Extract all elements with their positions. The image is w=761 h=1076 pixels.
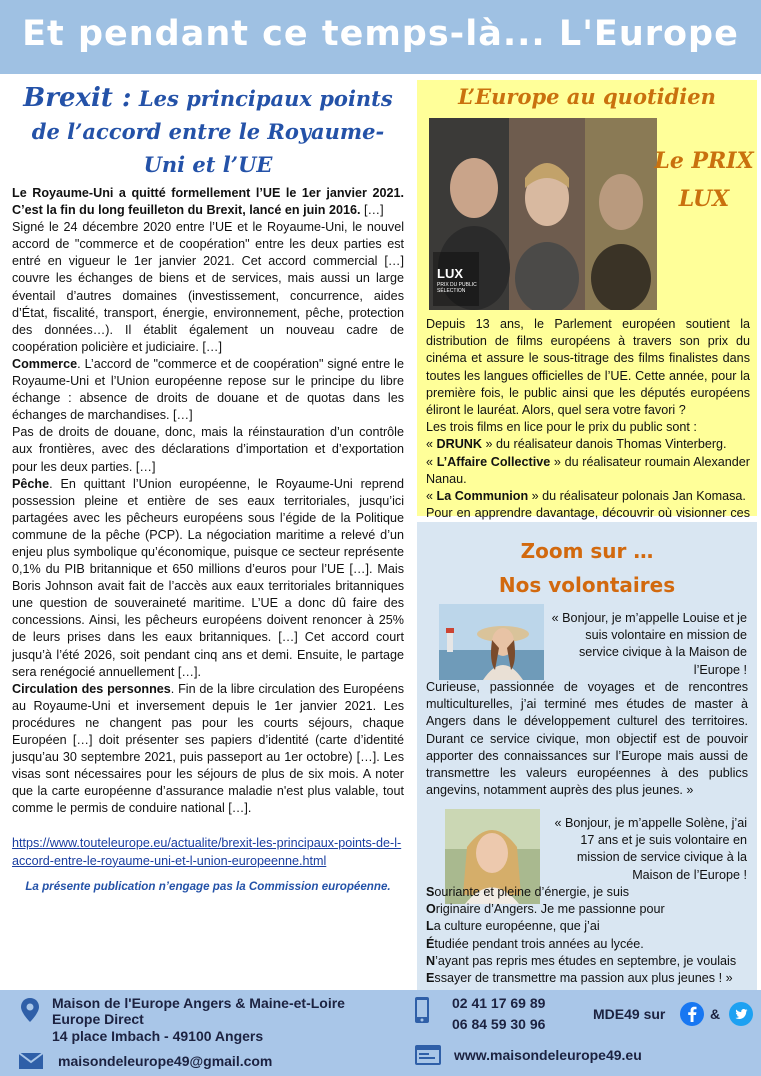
brexit-title-rest: Les principaux points de l’accord entre le Royaume-Uni et l’UE (31, 86, 393, 177)
acrostic-text: a culture européenne, que j’ai (433, 919, 600, 934)
lux-prize-image (429, 118, 657, 310)
org-subtitle: Europe Direct (52, 1011, 144, 1027)
acrostic-text: ’ayant pas repris mes études en septembre, je voulais (435, 953, 737, 968)
prix-line-1: Le PRIX (654, 148, 754, 174)
location-pin-icon (20, 997, 40, 1023)
p3-start: Pour en apprendre davantage, découvrir où visionner ces (426, 506, 750, 521)
acrostic-letter: S (426, 885, 435, 899)
brexit-circulation (12, 681, 404, 818)
footer (0, 990, 761, 1076)
louise-photo (439, 604, 544, 680)
zoom-title-line-2: Nos volontaires (498, 573, 676, 597)
louise-intro: « Bonjour, je m’appelle Louise et je suis volontaire en mission de service civique à la Maison de l’Europe ! (551, 611, 747, 677)
film-2-open: « (426, 454, 437, 469)
acrostic-line (426, 953, 752, 970)
acrostic-letter: É (426, 936, 435, 951)
lux-logo: LUX (437, 266, 463, 281)
film-3-rest: » du réalisateur polonais Jan Komasa. (528, 489, 746, 504)
louise-text: Curieuse, passionnée de voyages et de rencontres multiculturelles, j’ai terminé mes études de master à Angers dans le développement culturel des territoires. Durant ce service civique, mon objectif est de pouvoir apporter des connaissances sur l’Europe mais aussi de transmettre les valeurs européennes à des publics angevins, notamment auprès des plus jeunes. » (426, 680, 748, 798)
source-link[interactable]: https://www.touteleurope.eu/actualite/brexit-les-principaux-points-de-l-accord-entre-le-royaume-uni-et-l-union-europeenne.html (12, 836, 402, 868)
prix-line-2: LUX (678, 186, 730, 212)
zoom-title (417, 534, 757, 602)
film-2-rest: » du réalisateur roumain Alexander Nanau. (426, 454, 750, 486)
acrostic-line (426, 936, 752, 953)
brexit-title (12, 82, 404, 181)
film-1-open: « (426, 437, 437, 452)
prix-lux-heading (649, 142, 759, 218)
social-label: MDE49 sur (593, 1006, 666, 1022)
email-address[interactable]: maisondeleurope49@gmail.com (58, 1053, 273, 1069)
acrostic-letter: L (426, 919, 434, 934)
brexit-intro-tail: […] (360, 203, 384, 218)
phone-2[interactable]: 06 84 59 30 96 (452, 1016, 546, 1032)
acrostic-line (426, 970, 752, 987)
commerce-label: Commerce (12, 356, 78, 371)
org-name: Maison de l'Europe Angers & Maine-et-Loire (52, 995, 345, 1011)
brexit-peche (12, 476, 404, 681)
website-icon (414, 1044, 442, 1066)
acrostic-letter: O (426, 902, 436, 917)
ampersand: & (710, 1006, 721, 1022)
acrostic-text: ouriante et pleine d’énergie, je suis (434, 885, 630, 899)
mail-icon (18, 1052, 44, 1070)
peche-label: Pêche (12, 476, 50, 491)
solene-intro: « Bonjour, je m’appelle Solène, j’ai 17 ans et je suis volontaire en mission de service civique à la Maison de l’Europe ! (554, 816, 747, 882)
acrostic-line (426, 884, 752, 901)
europe-quotidien-box (417, 80, 757, 521)
facebook-icon[interactable] (679, 1001, 705, 1027)
twitter-icon[interactable] (728, 1001, 754, 1027)
film-2-title: L’Affaire Collective (436, 454, 551, 469)
acrostic-letter: E (426, 971, 435, 986)
zoom-title-line-1: Zoom sur … (520, 539, 654, 563)
header-banner (0, 0, 761, 74)
circulation-text: . Fin de la libre circulation des Européens au Royaume-Uni et inversement depuis le 1er janvier 2021. Les procédures ne changent pas pour les courts séjours, chaque Européen […] doit présenter ses papiers d’identité (carte d’identité jusqu’au 30 septembre 2021, puis passeport au 1er octobre) […]. Les visas sont nécessaires pour les séjours de plus de six mois. A noter que la carte européenne d’assurance maladie n'est plus valable, tout comme le permis de conduire national […]. (12, 681, 404, 816)
brexit-title-lead: Brexit : (23, 83, 132, 113)
brexit-paragraph-1: Signé le 24 décembre 2020 entre l’UE et le Royaume-Uni, le nouvel accord de "commerce et de coopération" entre les deux parties est entré en vigueur le 1er janvier 2021. Cet accord commercial […] couvre les échanges de biens et de services, mais aussi un large éventail d’autres domaines (investissement, concurrence, aides d’État, fiscalité, transport, énergie, environnement, pêche, protection des données…). Il établit également un nouveau cadre de coopération policière et judiciaire. […] (12, 220, 404, 354)
acrostic-text: tudiée pendant trois années au lycée. (434, 936, 644, 951)
film-3-title: La Communion (436, 489, 529, 504)
lux-caption: PRIX DU PUBLIC SÉLECTION (437, 282, 477, 294)
acrostic-text: ssayer de transmettre ma passion aux plus jeunes ! » (434, 971, 733, 986)
quotidien-title: L’Europe au quotidien (458, 84, 716, 109)
brexit-paragraph-2: Pas de droits de douane, donc, mais la réinstauration d’un contrôle aux frontières, avec des déclarations d’importation et d’exportation pour les deux parties. […] (12, 425, 404, 474)
peche-text: . En quittant l’Union européenne, le Royaume-Uni reprend possession pleine et entière de ses eaux territoriales, jusqu’ici partagées avec les pêcheurs européens sous l’égide de la Politique commune de la pêche (PCP). La négociation maritime a relevé d’un enjeu plus symbolique qu’économique, puisque ce secteur représente 0,1% du PIB britannique et 650 millions d’euros pour l’UE […]. Mais Boris Johnson avait fait de l’accès aux eaux territoriales britanniques une question de souveraineté maritime. L’UE a donc dû faire des concessions. Ainsi, les pêcheurs européens doivent renoncer à 25% de leurs prises dans les eaux britanniques. […] Cet accord court jusqu’à l’été 2026, soit pendant cinq ans et demi. Ensuite, le partage sera renégocié annuellement […]. (12, 476, 404, 679)
quotidien-paragraph-1: Depuis 13 ans, le Parlement européen soutient la distribution de films européens à travers son prix du cinéma et assure le sous-titrage des films finalistes dans toutes les langues officielles de l’UE. Cette année, pour la première fois, le public ainsi que les députés européens éliront le lauréat. Alors, quel sera votre favori ? (426, 317, 750, 418)
film-1-rest: » du réalisateur danois Thomas Vinterberg. (482, 437, 727, 452)
brexit-commerce (12, 356, 404, 424)
film-item-3 (426, 488, 750, 505)
acrostic-line (426, 901, 752, 918)
circulation-label: Circulation des personnes (12, 681, 171, 696)
acrostic-letter: N (426, 953, 436, 968)
phone-1[interactable]: 02 41 17 69 89 (452, 995, 546, 1011)
brexit-intro-bold: Le Royaume-Uni a quitté formellement l’UE le 1er janvier 2021. C’est la fin du long feuilleton du Brexit, lancé en juin 2016. (12, 186, 404, 218)
film-item-2 (426, 454, 750, 488)
film-3-open: « (426, 489, 437, 504)
disclaimer: La présente publication n’engage pas la Commission européenne. (25, 879, 391, 893)
phone-icon (414, 996, 430, 1024)
quotidien-paragraph-2: Les trois films en lice pour le prix du public sont : (426, 420, 697, 435)
solene-acrostic (426, 884, 752, 987)
volontaires-box (417, 522, 757, 990)
brexit-body (12, 185, 404, 817)
louise-portrait-illustration (439, 604, 544, 680)
acrostic-line (426, 918, 752, 935)
brexit-intro (12, 185, 404, 219)
address: 14 place Imbach - 49100 Angers (52, 1028, 264, 1044)
film-1-title: DRUNK (436, 437, 482, 452)
acrostic-text: riginaire d’Angers. Je me passionne pour (435, 902, 665, 917)
film-item-1 (426, 436, 750, 453)
website-url[interactable]: www.maisondeleurope49.eu (454, 1047, 642, 1063)
page-title: Et pendant ce temps-là... L'Europe (22, 14, 739, 54)
brexit-article (12, 82, 404, 893)
commerce-text: . L’accord de "commerce et de coopération" signé entre le Royaume-Uni et l’Union européenne repose sur le principe du libre échange : absence de droits de douane et de quotas dans les échanges de marchandises. […] (12, 356, 404, 423)
